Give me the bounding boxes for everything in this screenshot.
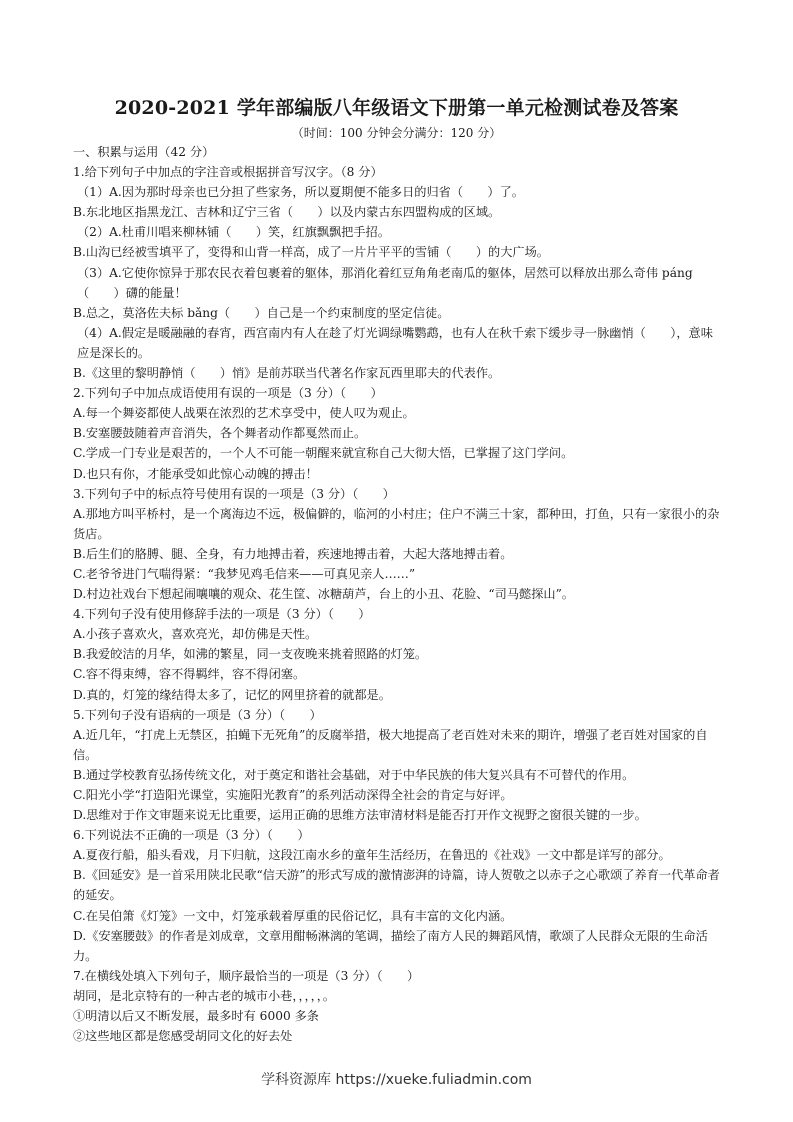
- footer-source-link[interactable]: 学科资源库 https://xueke.fuliadmin.com: [261, 1072, 532, 1088]
- question-line: ②这些地区都是您感受胡同文化的好去处: [73, 1029, 293, 1044]
- page-title: 2020-2021 学年部编版八年级语文下册第一单元检测试卷及答案: [114, 97, 679, 119]
- question-line: C.老爷爷进门气喘得紧：“我梦见鸡毛信来——可真见亲人……”: [73, 566, 416, 581]
- question-line: 1.给下列句子中加点的字注音或根据拼音写汉字。（8 分）: [73, 165, 383, 180]
- question-line: （3）A.它使你惊异于那农民衣着包裹着的躯体，那消化着红豆角角老南瓜的躯体，居然可以释放出那么奇伟 páng（ ）礴的能量！: [77, 265, 693, 300]
- exam-body: [73, 142, 723, 1046]
- exam-subtitle: （时间：100 分钟会分满分：120 分）: [291, 126, 502, 140]
- question-line: B.通过学校教育弘扬传统文化，对于奠定和谐社会基础，对于中华民族的伟大复兴具有不可替代的作用。: [73, 767, 635, 782]
- question-line: B.总之，莫洛佐夫标 bǎng（ ）自己是一个约束制度的坚定信徒。: [73, 305, 450, 320]
- question-line: ①明清以后又不断发展，最多时有 6000 多条: [73, 1009, 319, 1024]
- question-line: 胡同，是北京特有的一种古老的城市小巷，，，，，。: [73, 988, 335, 1003]
- question-line: A.小孩子喜欢火，喜欢亮光，却仿佛是天性。: [73, 627, 318, 642]
- question-line: （2）A.杜甫川唱来柳林铺（ ）笑，红旗飘飘把手招。: [77, 225, 390, 240]
- question-line: 3.下列句子中的标点符号使用有误的一项是（3 分）（ ）: [73, 486, 395, 501]
- question-line: A.那地方叫平桥村，是一个离海边不远，极偏僻的，临河的小村庄；住户不满三十家，都种田，打鱼，只有一家很小的杂货店。: [73, 506, 720, 541]
- question-line: B.山沟已经被雪填平了，变得和山背一样高，成了一片片平平的雪铺（ ）的大广场。: [73, 245, 549, 260]
- question-line: C.在吴伯箫《灯笼》一文中，灯笼承载着厚重的民俗记忆，具有丰富的文化内涵。: [73, 908, 513, 923]
- question-line: B.我爱皎洁的月华，如沸的繁星，同一支夜晚来挑着照路的灯笼。: [73, 647, 428, 662]
- question-line: D.真的，灯笼的缘结得太多了，记忆的网里挤着的就都是。: [73, 687, 391, 702]
- question-line: B.《这里的黎明静悄（ ）悄》是前苏联当代著名作家瓦西里耶夫的代表作。: [73, 366, 501, 381]
- question-line: 2.下列句子中加点成语使用有误的一项是（3 分）（ ）: [73, 386, 383, 401]
- question-line: 7.在横线处填入下列句子，顺序最恰当的一项是（3 分）（ ）: [73, 968, 420, 983]
- question-line: 5.下列句子没有语病的一项是（3 分）（ ）: [73, 707, 322, 722]
- question-line: A.夏夜行船，船头看戏，月下归航，这段江南水乡的童年生活经历，在鲁迅的《社戏》一文中都是详写的部分。: [73, 848, 671, 863]
- question-line: B.东北地区指黑龙江、吉林和辽宁三省（ ）以及内蒙古东四盟构成的区域。: [73, 205, 501, 220]
- question-line: C.阳光小学“打造阳光课堂，实施阳光教育”的系列活动深得全社会的肯定与好评。: [73, 788, 513, 802]
- question-line: D.村边社戏台下想起闹嚷嚷的观众、花生筐、冰糖葫芦，台上的小丑、花脸、“司马懿探山”。: [73, 587, 574, 602]
- question-line: B.安塞腰鼓随着声音消失，各个舞者动作都戛然而止。: [73, 426, 367, 441]
- question-line: D.《安塞腰鼓》的作者是刘成章，文章用酣畅淋漓的笔调，描绘了南方人民的舞蹈风情，歌颂了人民群众无限的生命活力。: [73, 928, 708, 963]
- question-line: C.容不得束缚，容不得羁绊，容不得闭塞。: [73, 667, 306, 682]
- question-line: B.后生们的胳膊、腿、全身，有力地搏击着，疾速地搏击着，大起大落地搏击着。: [73, 546, 513, 561]
- question-line: A.每一个舞姿都使人战栗在浓烈的艺术享受中，使人叹为观止。: [73, 406, 415, 421]
- question-line: （4）A.假定是暖融融的春宵，西宫南内有人在趁了灯光调绿嘴鹦鹉，也有人在秋千索下缓步寻一脉幽悄（ ），意味应是深长的。: [77, 325, 713, 360]
- question-line: 6.下列说法不正确的一项是（3 分）（ ）: [73, 828, 310, 843]
- question-line: D.思维对于作文审题来说无比重要，运用正确的思维方法审清材料是能否打开作文视野之窗很关键的一步。: [73, 808, 647, 823]
- section-heading: 一、积累与运用（42 分）: [73, 145, 215, 159]
- question-line: （1）A.因为那时母亲也已分担了些家务，所以夏期便不能多日的归省（ ）了。: [77, 185, 524, 200]
- question-line: A.近几年，“打虎上无禁区，拍蝇下无死角”的反腐举措，极大地提高了老百姓对未来的期许，增强了老百姓对国家的自信。: [73, 727, 708, 762]
- question-line: 4.下列句子没有使用修辞手法的一项是（3 分）（ ）: [73, 607, 371, 622]
- question-line: C.学成一门专业是艰苦的，一个人不可能一朝醒来就宣称自己大彻大悟，已掌握了这门学问。: [73, 446, 574, 461]
- question-line: D.也只有你，才能承受如此惊心动魄的搏击！: [73, 466, 318, 481]
- question-line: B.《回延安》是一首采用陕北民歌“信天游”的形式写成的激情澎湃的诗篇，诗人贺敬之以赤子之心歌颂了养育一代革命者的延安。: [73, 868, 720, 903]
